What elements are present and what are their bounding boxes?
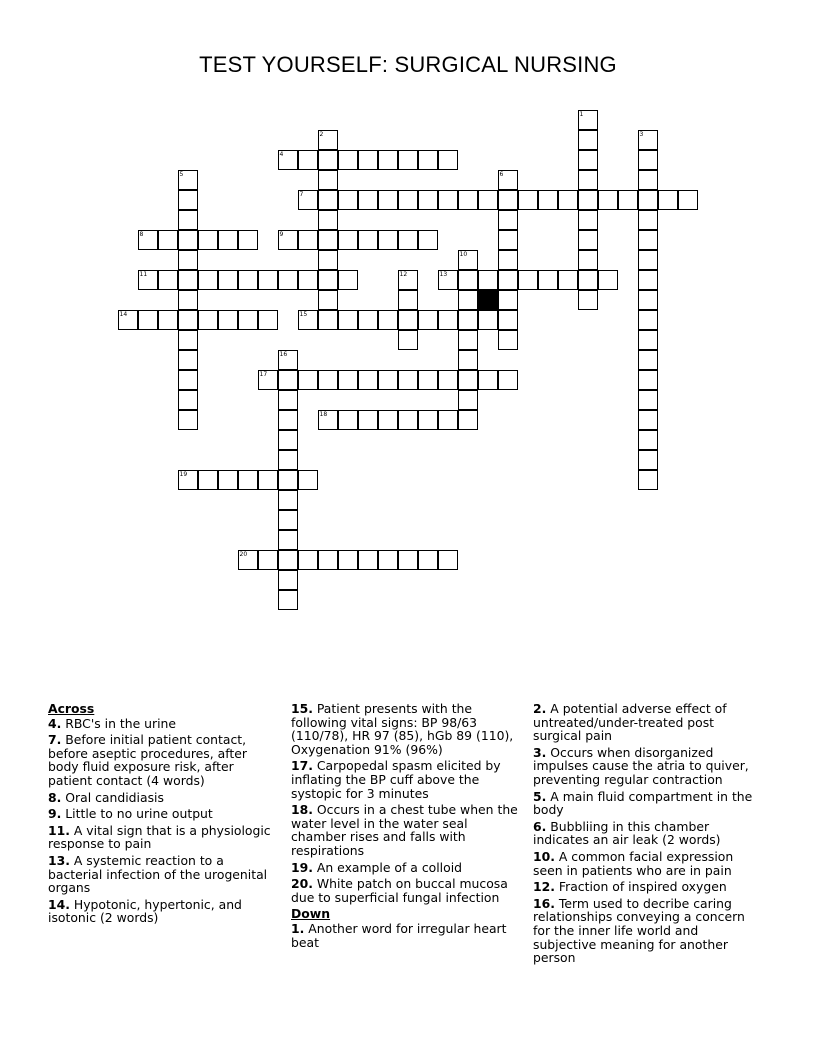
grid-cell[interactable] (398, 270, 418, 290)
grid-cell[interactable] (598, 270, 618, 290)
grid-cell[interactable] (378, 410, 398, 430)
grid-cell[interactable] (338, 190, 358, 210)
cell-number: 17 (259, 370, 268, 378)
grid-cell[interactable] (298, 470, 318, 490)
grid-cell[interactable] (438, 370, 458, 390)
grid-cell[interactable] (578, 130, 598, 150)
grid-cell[interactable] (458, 410, 478, 430)
grid-cell[interactable] (358, 230, 378, 250)
cell-number: 16 (279, 350, 288, 358)
grid-cell[interactable] (618, 190, 638, 210)
grid-cell[interactable] (158, 230, 178, 250)
grid-cell[interactable] (418, 190, 438, 210)
grid-cell[interactable] (458, 370, 478, 390)
grid-cell[interactable] (538, 270, 558, 290)
clue-number: 3. (533, 744, 547, 760)
grid-cell[interactable] (318, 410, 338, 430)
grid-cell[interactable] (238, 550, 258, 570)
grid-cell[interactable] (238, 310, 258, 330)
clue-text: Hypotonic, hypertonic, and isotonic (2 words) (48, 896, 242, 926)
grid-cell[interactable] (178, 210, 198, 230)
clue-text: Term used to decribe caring relationships conveying a concern for the inner life world and subjective meaning for another person (533, 895, 745, 966)
grid-cell[interactable] (398, 150, 418, 170)
grid-cell[interactable] (638, 450, 658, 470)
grid-cell[interactable] (198, 470, 218, 490)
grid-cell[interactable] (258, 270, 278, 290)
grid-cell[interactable] (158, 270, 178, 290)
clue-text: Another word for irregular heart beat (291, 920, 507, 950)
grid-cell[interactable] (578, 110, 598, 130)
clue-text: Little to no urine output (61, 806, 213, 822)
grid-cell[interactable] (178, 310, 198, 330)
grid-cell[interactable] (298, 230, 318, 250)
across-heading: Across (48, 701, 95, 716)
cell-number: 14 (119, 310, 128, 318)
grid-cell[interactable] (438, 190, 458, 210)
grid-cell[interactable] (578, 270, 598, 290)
cell-number: 11 (139, 270, 148, 278)
grid-cell[interactable] (278, 470, 298, 490)
grid-cell[interactable] (278, 230, 298, 250)
grid-cell[interactable] (278, 530, 298, 550)
grid-cell[interactable] (478, 370, 498, 390)
clue-number: 12. (533, 879, 555, 895)
cell-number: 19 (179, 470, 188, 478)
grid-cell[interactable] (418, 410, 438, 430)
grid-cell[interactable] (298, 190, 318, 210)
grid-cell[interactable] (638, 330, 658, 350)
grid-cell[interactable] (578, 170, 598, 190)
grid-cell[interactable] (638, 470, 658, 490)
grid-cell[interactable] (398, 190, 418, 210)
grid-cell[interactable] (598, 190, 618, 210)
grid-cell[interactable] (338, 550, 358, 570)
grid-cell[interactable] (278, 510, 298, 530)
cell-number: 1 (579, 110, 584, 118)
clue-item (291, 877, 523, 904)
grid-cell[interactable] (178, 350, 198, 370)
grid-cell[interactable] (578, 190, 598, 210)
clue-item (291, 759, 523, 800)
grid-cell[interactable] (318, 230, 338, 250)
cell-number: 15 (299, 310, 308, 318)
grid-cell[interactable] (298, 550, 318, 570)
grid-cell[interactable] (198, 270, 218, 290)
grid-cell[interactable] (638, 150, 658, 170)
grid-cell[interactable] (178, 330, 198, 350)
clue-text: A systemic reaction to a bacterial infection of the urogenital organs (48, 852, 268, 896)
grid-cell[interactable] (538, 190, 558, 210)
clue-text: A vital sign that is a physiologic response to pain (48, 822, 271, 852)
grid-cell[interactable] (278, 430, 298, 450)
clue-item (48, 807, 280, 821)
down-heading: Down (291, 906, 331, 922)
clue-item (291, 861, 523, 875)
clue-text: Occurs when disorganized impulses cause the atria to quiver, preventing regular contraction (533, 744, 749, 787)
clue-number: 9. (48, 806, 62, 822)
clue-column-3 (533, 702, 765, 968)
grid-cell[interactable] (178, 290, 198, 310)
grid-cell[interactable] (318, 190, 338, 210)
grid-cell[interactable] (378, 190, 398, 210)
grid-cell[interactable] (158, 310, 178, 330)
cell-number: 12 (399, 270, 408, 278)
grid-cell[interactable] (278, 390, 298, 410)
grid-cell[interactable] (278, 270, 298, 290)
clue-number: 16. (533, 895, 555, 911)
grid-cell[interactable] (578, 210, 598, 230)
clue-number: 13. (48, 852, 70, 868)
grid-cell[interactable] (458, 350, 478, 370)
grid-cell[interactable] (418, 230, 438, 250)
clue-text: Before initial patient contact, before aseptic procedures, after body fluid exposure risk, after patient contact (4 words) (48, 732, 247, 788)
grid-cell[interactable] (218, 270, 238, 290)
grid-cell[interactable] (178, 170, 198, 190)
grid-cell[interactable] (658, 190, 678, 210)
cell-number: 5 (179, 170, 184, 178)
grid-cell[interactable] (638, 310, 658, 330)
grid-cell[interactable] (398, 290, 418, 310)
grid-cell[interactable] (638, 270, 658, 290)
grid-cell[interactable] (178, 410, 198, 430)
clue-number: 20. (291, 876, 313, 892)
grid-cell[interactable] (498, 190, 518, 210)
clue-item (533, 746, 765, 787)
grid-cell[interactable] (578, 150, 598, 170)
grid-cell[interactable] (238, 230, 258, 250)
clue-text: Carpopedal spasm elicited by inflating the BP cuff above the systopic for 3 minutes (291, 758, 501, 801)
clue-item (533, 880, 765, 894)
grid-cell[interactable] (638, 250, 658, 270)
grid-cell[interactable] (438, 150, 458, 170)
grid-cell[interactable] (478, 270, 498, 290)
grid-cell[interactable] (438, 270, 458, 290)
grid-cell[interactable] (378, 150, 398, 170)
grid-cell[interactable] (498, 330, 518, 350)
grid-cell[interactable] (178, 370, 198, 390)
cell-number: 8 (139, 230, 144, 238)
grid-cell[interactable] (638, 130, 658, 150)
grid-cell[interactable] (218, 310, 238, 330)
grid-cell[interactable] (438, 410, 458, 430)
clue-item (48, 898, 280, 925)
clue-text: Bubbliing in this chamber indicates an air leak (2 words) (533, 818, 721, 848)
grid-cell[interactable] (418, 550, 438, 570)
clue-text: An example of a colloid (312, 859, 463, 875)
clue-item (291, 803, 523, 857)
grid-cell[interactable] (398, 370, 418, 390)
grid-cell[interactable] (638, 390, 658, 410)
grid-cell[interactable] (318, 270, 338, 290)
clue-text: Patient presents with the following vital signs: BP 98/63 (110/78), HR 97 (85), hGb 89 (110), Oxygenation 91% (96%) (291, 701, 514, 757)
clue-item (48, 717, 280, 731)
grid-cell[interactable] (438, 550, 458, 570)
grid-cell[interactable] (218, 470, 238, 490)
clue-number: 19. (291, 859, 313, 875)
grid-cell[interactable] (518, 270, 538, 290)
grid-cell[interactable] (638, 170, 658, 190)
grid-cell[interactable] (498, 250, 518, 270)
grid-cell[interactable] (458, 390, 478, 410)
grid-cell[interactable] (318, 290, 338, 310)
grid-cell[interactable] (358, 410, 378, 430)
grid-cell[interactable] (178, 270, 198, 290)
grid-cell[interactable] (358, 190, 378, 210)
grid-cell[interactable] (638, 190, 658, 210)
grid-cell[interactable] (558, 270, 578, 290)
grid-cell[interactable] (478, 310, 498, 330)
clue-text: White patch on buccal mucosa due to superficial fungal infection (291, 876, 508, 905)
clue-number: 17. (291, 758, 313, 774)
grid-cell[interactable] (498, 270, 518, 290)
grid-cell[interactable] (638, 430, 658, 450)
grid-cell[interactable] (638, 210, 658, 230)
clue-number: 11. (48, 822, 70, 838)
grid-cell[interactable] (398, 230, 418, 250)
grid-cell[interactable] (498, 170, 518, 190)
grid-cell[interactable] (198, 230, 218, 250)
grid-cell[interactable] (258, 370, 278, 390)
grid-cell[interactable] (458, 290, 478, 310)
grid-cell[interactable] (238, 270, 258, 290)
grid-cell[interactable] (358, 370, 378, 390)
grid-cell[interactable] (238, 470, 258, 490)
grid-cell[interactable] (278, 350, 298, 370)
clue-item (291, 702, 523, 756)
grid-cell[interactable] (138, 270, 158, 290)
grid-cell[interactable] (358, 150, 378, 170)
grid-cell[interactable] (458, 330, 478, 350)
clue-item (533, 897, 765, 965)
clue-text: RBC's in the urine (61, 715, 176, 731)
clue-text: Oral candidiasis (61, 789, 164, 805)
blocked-cell (478, 290, 498, 310)
clue-item (48, 733, 280, 787)
grid-cell[interactable] (338, 150, 358, 170)
grid-cell[interactable] (318, 130, 338, 150)
grid-cell[interactable] (498, 290, 518, 310)
cell-number: 20 (239, 550, 248, 558)
clue-number: 18. (291, 802, 313, 818)
clue-item (48, 824, 280, 851)
grid-cell[interactable] (358, 310, 378, 330)
grid-cell[interactable] (418, 370, 438, 390)
grid-cell[interactable] (258, 550, 278, 570)
clue-item (533, 702, 765, 743)
grid-cell[interactable] (458, 250, 478, 270)
grid-cell[interactable] (178, 230, 198, 250)
grid-cell[interactable] (398, 410, 418, 430)
puzzle-title: TEST YOURSELF: SURGICAL NURSING (199, 52, 617, 77)
clue-number: 14. (48, 896, 70, 912)
grid-cell[interactable] (498, 230, 518, 250)
grid-cell[interactable] (278, 150, 298, 170)
cell-number: 10 (459, 250, 468, 258)
grid-cell[interactable] (398, 330, 418, 350)
grid-cell[interactable] (198, 310, 218, 330)
grid-cell[interactable] (558, 190, 578, 210)
clue-number: 7. (48, 732, 62, 748)
clue-item (48, 854, 280, 895)
clue-number: 1. (291, 920, 305, 936)
grid-cell[interactable] (318, 210, 338, 230)
grid-cell[interactable] (298, 310, 318, 330)
grid-cell[interactable] (638, 230, 658, 250)
clue-item (48, 791, 280, 805)
grid-cell[interactable] (358, 550, 378, 570)
grid-cell[interactable] (118, 310, 138, 330)
grid-cell[interactable] (458, 190, 478, 210)
clue-item (533, 850, 765, 877)
clue-number: 15. (291, 701, 313, 716)
grid-cell[interactable] (138, 230, 158, 250)
clue-item (533, 820, 765, 847)
cell-number: 2 (319, 130, 324, 138)
cell-number: 9 (279, 230, 284, 238)
grid-cell[interactable] (638, 370, 658, 390)
grid-cell[interactable] (458, 270, 478, 290)
grid-cell[interactable] (578, 250, 598, 270)
clue-text: A main fluid compartment in the body (533, 788, 753, 818)
grid-cell[interactable] (378, 370, 398, 390)
grid-cell[interactable] (278, 450, 298, 470)
cell-number: 18 (319, 410, 328, 418)
grid-cell[interactable] (398, 310, 418, 330)
grid-cell[interactable] (498, 310, 518, 330)
grid-cell[interactable] (338, 370, 358, 390)
clue-number: 6. (533, 818, 547, 834)
grid-cell[interactable] (258, 470, 278, 490)
clue-number: 8. (48, 789, 62, 805)
grid-cell[interactable] (258, 310, 278, 330)
grid-cell[interactable] (438, 310, 458, 330)
grid-cell[interactable] (518, 190, 538, 210)
grid-cell[interactable] (278, 370, 298, 390)
grid-cell[interactable] (218, 230, 238, 250)
cell-number: 13 (439, 270, 448, 278)
grid-cell[interactable] (278, 490, 298, 510)
grid-cell[interactable] (178, 250, 198, 270)
grid-cell[interactable] (418, 150, 438, 170)
cell-number: 6 (499, 170, 504, 178)
clue-text: Occurs in a chest tube when the water level in the water seal chamber rises and falls with respirations (291, 802, 518, 858)
grid-cell[interactable] (298, 370, 318, 390)
grid-cell[interactable] (498, 370, 518, 390)
grid-cell[interactable] (178, 470, 198, 490)
grid-cell[interactable] (318, 150, 338, 170)
grid-cell[interactable] (278, 550, 298, 570)
clue-number: 4. (48, 715, 62, 731)
grid-cell[interactable] (338, 310, 358, 330)
clue-column-2 (291, 702, 523, 952)
grid-cell[interactable] (378, 310, 398, 330)
clue-item (533, 790, 765, 817)
grid-cell[interactable] (338, 270, 358, 290)
grid-cell[interactable] (498, 210, 518, 230)
grid-cell[interactable] (318, 370, 338, 390)
grid-cell[interactable] (278, 590, 298, 610)
grid-cell[interactable] (278, 410, 298, 430)
cell-number: 7 (299, 190, 304, 198)
grid-cell[interactable] (478, 190, 498, 210)
grid-cell[interactable] (298, 150, 318, 170)
grid-cell[interactable] (338, 230, 358, 250)
grid-cell[interactable] (178, 390, 198, 410)
clue-number: 5. (533, 788, 547, 804)
grid-cell[interactable] (378, 230, 398, 250)
grid-cell[interactable] (398, 550, 418, 570)
grid-cell[interactable] (338, 410, 358, 430)
grid-cell[interactable] (418, 310, 438, 330)
cell-number: 4 (279, 150, 284, 158)
grid-cell[interactable] (318, 170, 338, 190)
grid-cell[interactable] (458, 310, 478, 330)
grid-cell[interactable] (678, 190, 698, 210)
grid-cell[interactable] (638, 410, 658, 430)
grid-cell[interactable] (638, 290, 658, 310)
grid-cell[interactable] (318, 550, 338, 570)
grid-cell[interactable] (178, 190, 198, 210)
grid-cell[interactable] (378, 550, 398, 570)
grid-cell[interactable] (278, 570, 298, 590)
grid-cell[interactable] (318, 250, 338, 270)
grid-cell[interactable] (318, 310, 338, 330)
clue-item (291, 922, 523, 949)
clue-number: 2. (533, 701, 547, 716)
grid-cell[interactable] (578, 230, 598, 250)
clue-number: 10. (533, 848, 555, 864)
grid-cell[interactable] (578, 290, 598, 310)
cell-number: 3 (639, 130, 644, 138)
clue-text: Fraction of inspired oxygen (554, 879, 727, 895)
grid-cell[interactable] (138, 310, 158, 330)
grid-cell[interactable] (298, 270, 318, 290)
grid-cell[interactable] (638, 350, 658, 370)
clue-text: A potential adverse effect of untreated/under-treated post surgical pain (533, 701, 727, 744)
clue-text: A common facial expression seen in patients who are in pain (533, 848, 734, 878)
clue-column-1 (48, 702, 280, 928)
